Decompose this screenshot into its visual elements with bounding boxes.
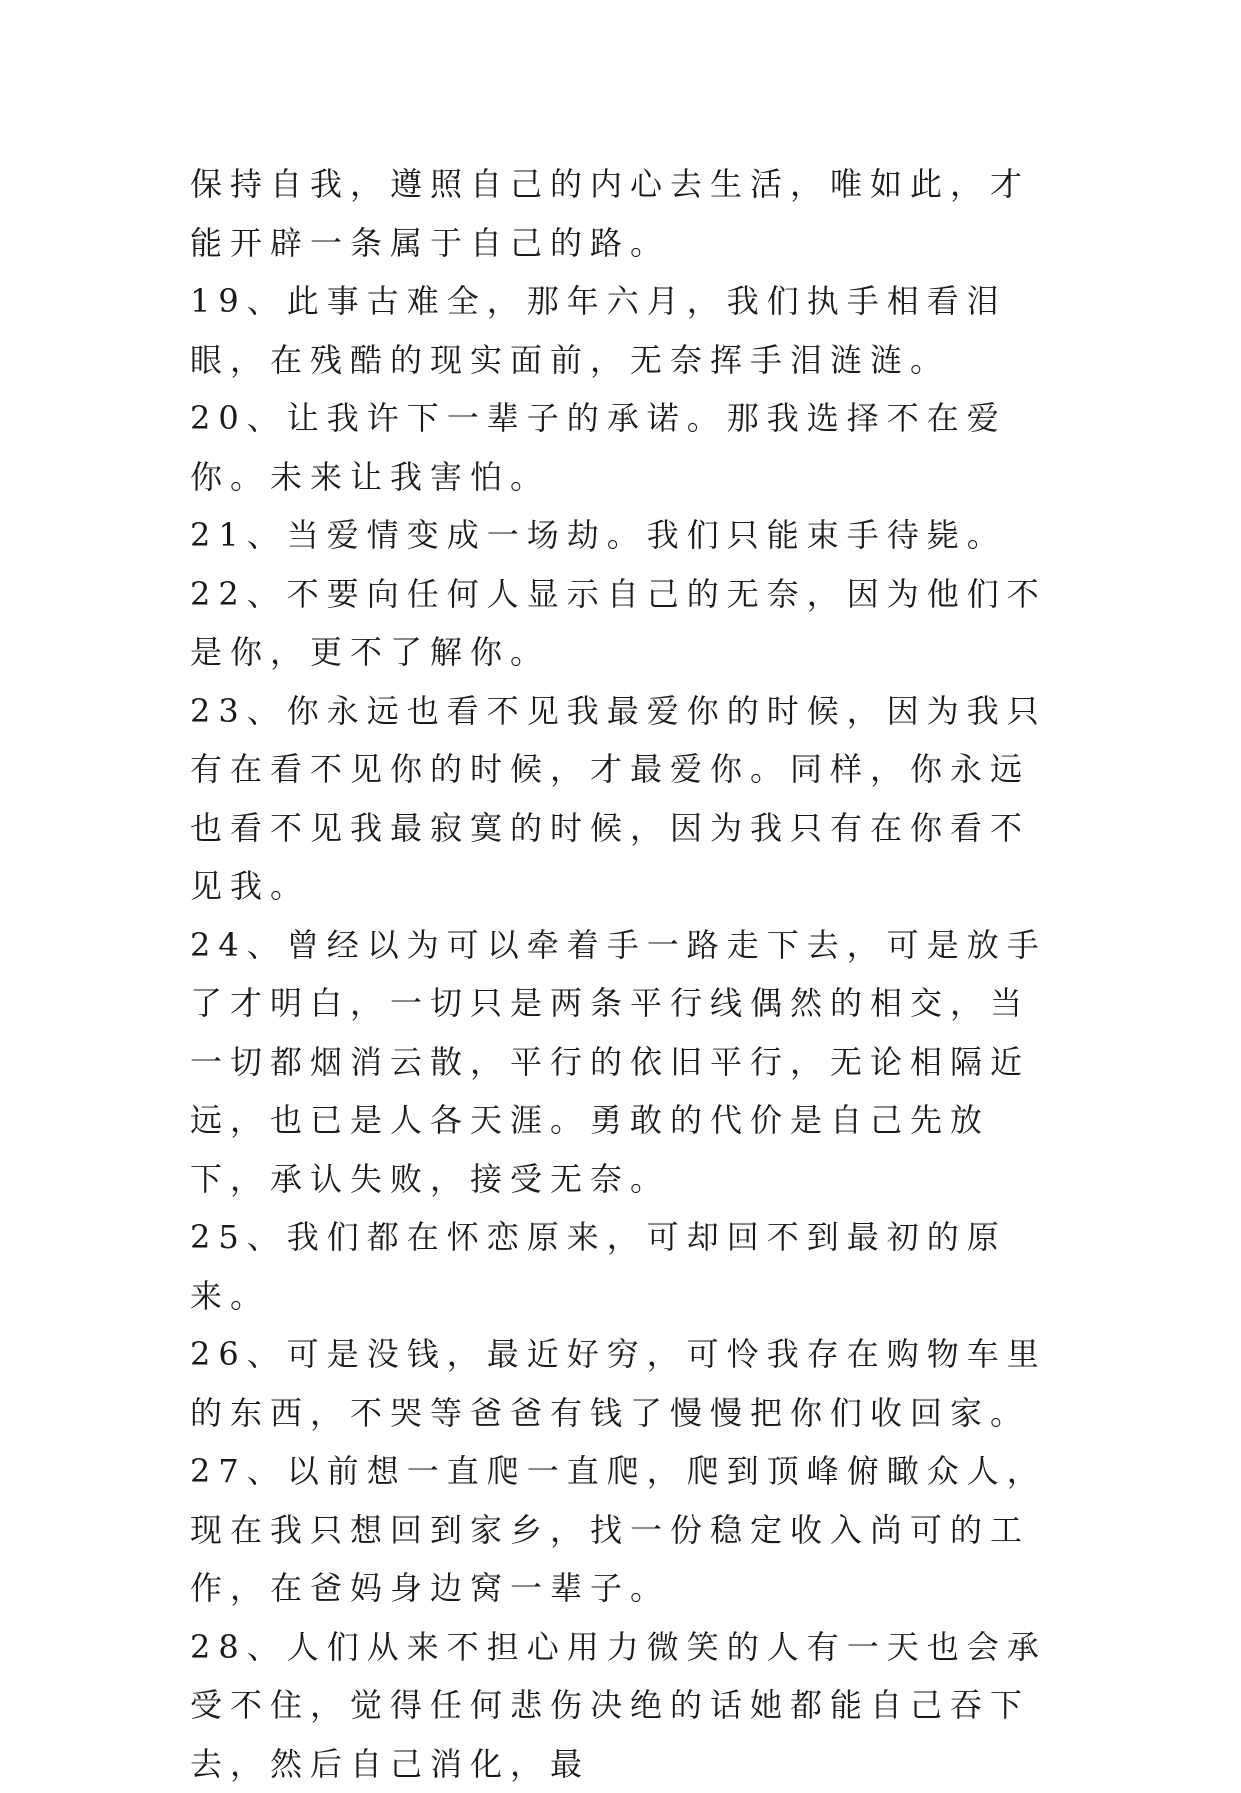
paragraph-28: 28、人们从来不担心用力微笑的人有一天也会承受不住，觉得任何悲伤决绝的话她都能自己吞下去，然后自己消化，最 xyxy=(190,1618,1050,1793)
paragraph-20: 20、让我许下一辈子的承诺。那我选择不在爱你。未来让我害怕。 xyxy=(190,389,1050,506)
paragraph-21: 21、当爱情变成一场劫。我们只能束手待毙。 xyxy=(190,506,1050,565)
paragraph-27: 27、以前想一直爬一直爬，爬到顶峰俯瞰众人，现在我只想回到家乡，找一份稳定收入尚可的工作，在爸妈身边窝一辈子。 xyxy=(190,1442,1050,1618)
document-body xyxy=(190,155,1050,1793)
paragraph-24: 24、曾经以为可以牵着手一路走下去，可是放手了才明白，一切只是两条平行线偶然的相交，当一切都烟消云散，平行的依旧平行，无论相隔近远，也已是人各天涯。勇敢的代价是自己先放下，承认失败，接受无奈。 xyxy=(190,916,1050,1209)
paragraph-19: 19、此事古难全，那年六月，我们执手相看泪眼，在残酷的现实面前，无奈挥手泪涟涟。 xyxy=(190,272,1050,389)
paragraph-22: 22、不要向任何人显示自己的无奈，因为他们不是你，更不了解你。 xyxy=(190,565,1050,682)
paragraph-26: 26、可是没钱，最近好穷，可怜我存在购物车里的东西，不哭等爸爸有钱了慢慢把你们收回家。 xyxy=(190,1325,1050,1442)
paragraph-continuation: 保持自我，遵照自己的内心去生活，唯如此，才能开辟一条属于自己的路。 xyxy=(190,155,1050,272)
paragraph-23: 23、你永远也看不见我最爱你的时候，因为我只有在看不见你的时候，才最爱你。同样，你永远也看不见我最寂寞的时候，因为我只有在你看不见我。 xyxy=(190,682,1050,916)
paragraph-25: 25、我们都在怀恋原来，可却回不到最初的原来。 xyxy=(190,1208,1050,1325)
